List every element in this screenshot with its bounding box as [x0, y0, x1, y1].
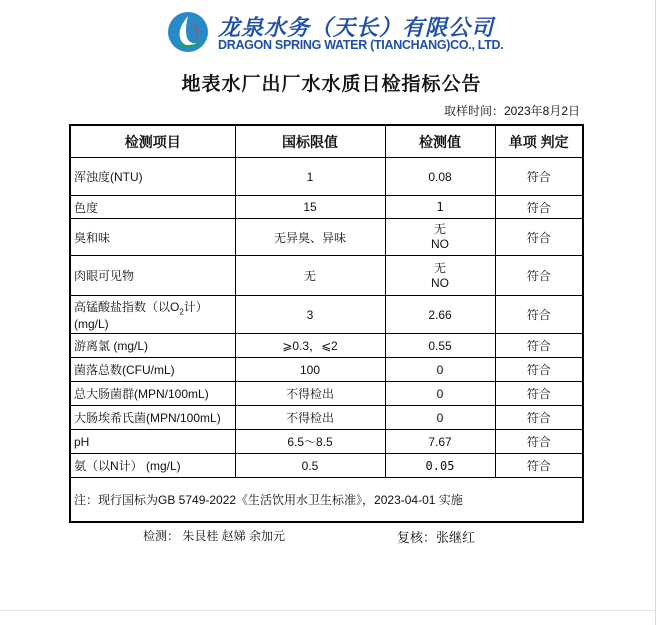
verdict-cell: 符合: [495, 219, 583, 256]
item-cell: pH: [70, 430, 235, 454]
inspector-signatures: 检测： 朱艮桂 赵娣 余加元: [143, 529, 286, 543]
item-text-rest: 计）: [183, 300, 208, 315]
table-row: [70, 296, 583, 334]
value-en: NO: [431, 237, 449, 251]
verdict-cell: 符合: [495, 196, 583, 219]
table-row: [70, 334, 583, 358]
limit-cell: 1: [235, 158, 385, 196]
table-row: [70, 196, 583, 219]
table-row: [70, 158, 583, 196]
report-title: 地表水厂出厂水水质日检指标公告: [181, 74, 482, 95]
limit-cell: 15: [235, 196, 385, 219]
table-row: [70, 406, 583, 430]
item-subscript: 2: [179, 307, 184, 317]
verdict-cell: 符合: [495, 430, 583, 454]
item-cell: 菌落总数(CFU/mL): [70, 358, 235, 382]
verdict-cell: 符合: [495, 334, 583, 358]
company-logo: [166, 10, 504, 56]
table-row: [70, 430, 583, 454]
item-cell: 色度: [70, 196, 235, 219]
limit-cell: 6.5～8.5: [235, 430, 385, 454]
table-row: [70, 454, 583, 478]
item-unit: (mg/L): [74, 316, 109, 331]
standard-note: 注：现行国标为GB 5749-2022《生活饮用水卫生标准》，2023-04-01 实施: [70, 478, 583, 522]
limit-cell: 不得检出: [235, 406, 385, 430]
value-cn: 无: [433, 222, 446, 236]
table-header-row: [70, 125, 583, 158]
column-header-value: 检测值: [385, 125, 495, 158]
item-cell: 氨（以N计） (mg/L): [70, 454, 235, 478]
verdict-cell: 符合: [495, 296, 583, 334]
limit-cell: 无异臭、异味: [235, 219, 385, 256]
item-cell: 浑浊度(NTU): [70, 158, 235, 196]
value-cell: 0: [385, 382, 495, 406]
item-cell: 肉眼可见物: [70, 256, 235, 296]
value-cell: 0.05: [385, 454, 495, 478]
item-cell: 游离氯 (mg/L): [70, 334, 235, 358]
value-cell: [385, 256, 495, 296]
item-cell: 臭和味: [70, 219, 235, 256]
column-header-item: 检测项目: [70, 125, 235, 158]
limit-cell: 不得检出: [235, 382, 385, 406]
value-cell: [385, 219, 495, 256]
item-text: 高锰酸盐指数（以O: [74, 300, 180, 315]
value-cell: 2.66: [385, 296, 495, 334]
limit-cell: 无: [235, 256, 385, 296]
value-cell: 0.55: [385, 334, 495, 358]
value-cell: 0.08: [385, 158, 495, 196]
item-cell: 大肠埃希氏菌(MPN/100mL): [70, 406, 235, 430]
value-en: NO: [431, 275, 449, 290]
limit-cell: ⩾0.3，⩽2: [235, 334, 385, 358]
water-drop-logo-icon: [166, 10, 210, 54]
table-row: [70, 219, 583, 256]
company-name-en: DRAGON SPRING WATER (TIANCHANG)CO., LTD.: [218, 38, 504, 52]
item-cell: 总大肠菌群(MPN/100mL): [70, 382, 235, 406]
limit-cell: 100: [235, 358, 385, 382]
value-cn: 无: [433, 260, 446, 275]
limit-cell: 3: [235, 296, 385, 334]
verdict-cell: 符合: [495, 382, 583, 406]
value-cell: 0: [385, 358, 495, 382]
item-cell: [70, 296, 235, 334]
value-cell: 0: [385, 406, 495, 430]
water-quality-table: [69, 124, 584, 523]
verdict-cell: 符合: [495, 406, 583, 430]
limit-cell: 0.5: [235, 454, 385, 478]
verdict-cell: 符合: [495, 256, 583, 296]
company-name-cn: 龙泉水务（天长）有限公司: [218, 15, 495, 40]
table-note-row: [70, 478, 583, 522]
verdict-cell: 符合: [495, 158, 583, 196]
column-header-limit: 国标限值: [235, 125, 385, 158]
verdict-cell: 符合: [495, 358, 583, 382]
verdict-cell: 符合: [495, 454, 583, 478]
table-row: [70, 382, 583, 406]
sample-time: 取样时间：2023年8月2日: [443, 104, 580, 118]
table-row: [70, 358, 583, 382]
column-header-verdict: 单项 判定: [495, 125, 583, 158]
value-cell: 7.67: [385, 430, 495, 454]
value-cell: 1: [385, 196, 495, 219]
reviewer-signature: 复核：张继红: [397, 530, 476, 545]
table-row: [70, 256, 583, 296]
page-border-bottom: [0, 610, 656, 611]
